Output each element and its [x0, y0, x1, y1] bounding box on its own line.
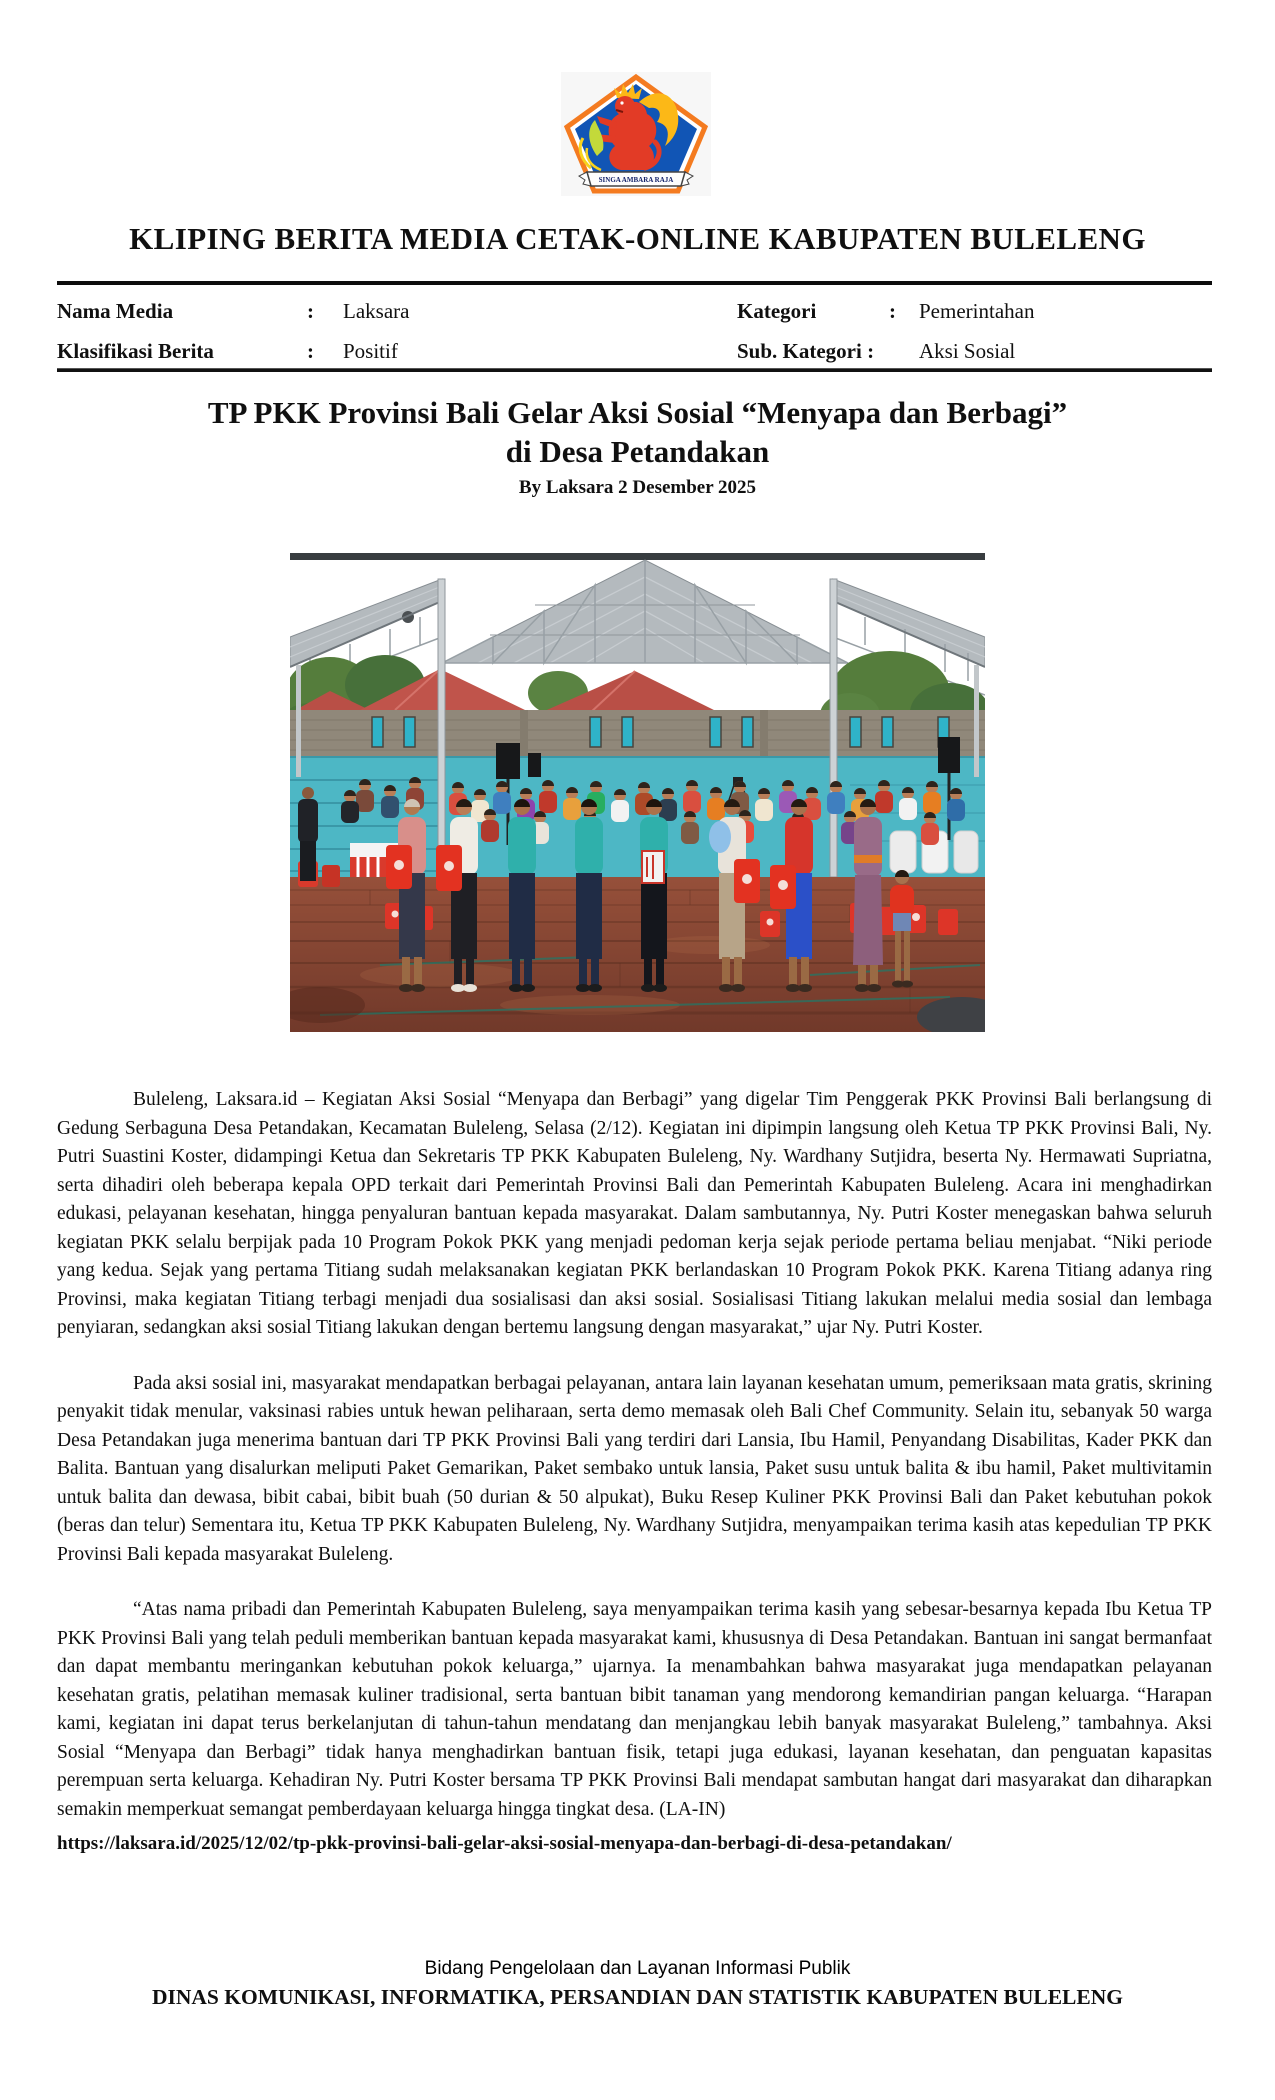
kategori-value: Pemerintahan: [919, 298, 1035, 323]
sub-kategori-label: Sub. Kategori :: [737, 338, 875, 363]
kategori-colon: :: [889, 298, 896, 323]
article-body: [57, 1086, 1212, 1851]
article-title-line1: TP PKK Provinsi Bali Gelar Aksi Sosial “Menyapa dan Berbagi”: [207, 395, 1068, 430]
metadata-row-1: [57, 291, 1212, 331]
steel-post-far-right: [974, 665, 979, 777]
document-title: KLIPING BERITA MEDIA CETAK-ONLINE KABUPATEN BULELENG: [129, 221, 1146, 256]
footer-division: Bidang Pengelolaan dan Layanan Informasi Publik: [424, 1958, 851, 1979]
paragraph-1: Buleleng, Laksara.id – Kegiatan Aksi Sosial “Menyapa dan Berbagi” yang digelar Tim Penggerak PKK Provinsi Bali berlangsung di Gedung Serbaguna Desa Petandakan, Kecamatan Buleleng, Selasa (2/12). Kegiatan ini dipimpin langsung oleh Ketua TP PKK Provinsi Bali, Ny. Putri Suastini Koster, didampingi Ketua dan Sekretaris TP PKK Kabupaten Buleleng, Ny. Wardhany Sutjidra, beserta Ny. Hermawati Supriatna, serta dihadiri oleh beberapa kepala OPD terkait dari Pemerintah Provinsi Bali dan Pemerintah Kabupaten Buleleng. Acara ini menghadirkan edukasi, pelayanan kesehatan, hingga penyaluran bantuan kepada masyarakat. Dalam sambutannya, Ny. Putri Koster menegaskan bahwa seluruh kegiatan PKK selalu berpijak pada 10 Program Pokok PKK yang menjadi pedoman kerja sejak periode pertama beliau menjabat. “Niki periode yang kedua. Sejak yang pertama Titiang sudah melaksanakan kegiatan PKK berlandaskan 10 Program Pokok PKK. Karena Titiang adanya ring Provinsi, maka kegiatan Titiang terbagi menjadi dua sosialisasi dan aksi sosial. Sosialisasi Titiang lakukan melalui media sosial dan lembaga penyiaran, sedangkan aksi sosial Titiang lakukan dengan bertemu langsung dengan masyarakat,” ujar Ny. Putri Koster.: [57, 1089, 1212, 1338]
klasifikasi-label: Klasifikasi Berita: [57, 338, 214, 363]
nama-media-value: Laksara: [343, 298, 410, 323]
brick-wall: [290, 710, 985, 757]
buleleng-crest-logo: [561, 72, 711, 196]
security-officer: [298, 787, 318, 881]
footer-agency: DINAS KOMUNIKASI, INFORMATIKA, PERSANDIAN DAN STATISTIK KABUPATEN BULELENG: [151, 1985, 1123, 2009]
event-photo-illustration: [290, 545, 985, 1032]
recipient-woman-4: [853, 799, 883, 992]
sub-kategori-value: Aksi Sosial: [919, 338, 1016, 363]
metadata-table: [57, 291, 1212, 371]
article-title: [0, 393, 1275, 471]
crest-icon: [561, 72, 711, 196]
header-rule-bottom: [57, 368, 1212, 372]
steel-post-far-left: [296, 665, 301, 777]
steel-post-right: [830, 579, 837, 877]
kategori-label: Kategori: [737, 298, 817, 323]
article-byline: By Laksara 2 Desember 2025: [518, 477, 757, 498]
paragraph-3: “Atas nama pribadi dan Pemerintah Kabupaten Buleleng, saya menyampaikan terima kasih yang sebesar-besarnya kepada Ibu Ketua TP PKK Provinsi Bali yang telah peduli memberikan bantuan kepada masyarakat kami, khususnya di Desa Petandakan. Bantuan ini sangat bermanfaat dan dapat membantu meringankan kebutuhan pokok keluarga,” ujarnya. Ia menambahkan bahwa masyarakat juga mendapatkan pelayanan kesehatan gratis, pelatihan memasak kuliner tradisional, serta bantuan bibit tanaman yang mendorong kemandirian pangan keluarga. “Harapan kami, kegiatan ini dapat terus berkelanjutan di tahun-tahun mendatang dan menjangkau lebih banyak masyarakat Buleleng,” tambahnya. Aksi Sosial “Menyapa dan Berbagi” tidak hanya menghadirkan bantuan fisik, tetapi juga edukasi, layanan kesehatan, dan penguatan kapasitas perempuan serta keluarga. Kehadiran Ny. Putri Koster bersama TP PKK Provinsi Bali mendapat sambutan hangat dari masyarakat dan diharapkan semakin memperkuat semangat pemberdayaan keluarga hingga tingkat desa. (LA-IN): [57, 1599, 1212, 1820]
crest-banner-text: SINGA AMBARA RAJA: [598, 176, 674, 184]
header-rule-top: [57, 281, 1212, 285]
source-url[interactable]: https://laksara.id/2025/12/02/tp-pkk-provinsi-bali-gelar-aksi-sosial-menyapa-dan-berbagi-di-desa-petandakan/: [57, 1833, 952, 1854]
article-title-line2: di Desa Petandakan: [505, 434, 770, 469]
klasifikasi-value: Positif: [343, 338, 398, 363]
metadata-row-2: [57, 331, 1212, 371]
klasifikasi-colon: :: [307, 338, 314, 363]
nama-media-label: Nama Media: [57, 298, 174, 323]
paragraph-2: Pada aksi sosial ini, masyarakat mendapatkan berbagai pelayanan, antara lain layanan kesehatan umum, pemeriksaan mata gratis, skrining penyakit tidak menular, vaksinasi rabies untuk hewan peliharaan, serta demo memasak oleh Bali Chef Community. Selain itu, sebanyak 50 warga Desa Petandakan juga menerima bantuan dari TP PKK Provinsi Bali yang terdiri dari Lansia, Ibu Hamil, Penyandang Disabilitas, Kader PKK dan Balita. Bantuan yang disalurkan meliputi Paket Gemarikan, Paket sembako untuk lansia, Paket susu untuk balita & ibu hamil, Paket multivitamin untuk balita dan dewasa, bibit cabai, bibit buah (50 durian & 50 alpukat), Buku Resep Kuliner PKK Provinsi Bali dan Paket kebutuhan pokok (beras dan telur) Sementara itu, Ketua TP PKK Kabupaten Buleleng, Ny. Wardhany Sutjidra, menyampaikan terima kasih atas kepedulian TP PKK Provinsi Bali kepada masyarakat Buleleng.: [57, 1372, 1212, 1565]
event-photo: [290, 545, 985, 1032]
steel-post-left: [438, 579, 445, 877]
nama-media-colon: :: [307, 298, 314, 323]
